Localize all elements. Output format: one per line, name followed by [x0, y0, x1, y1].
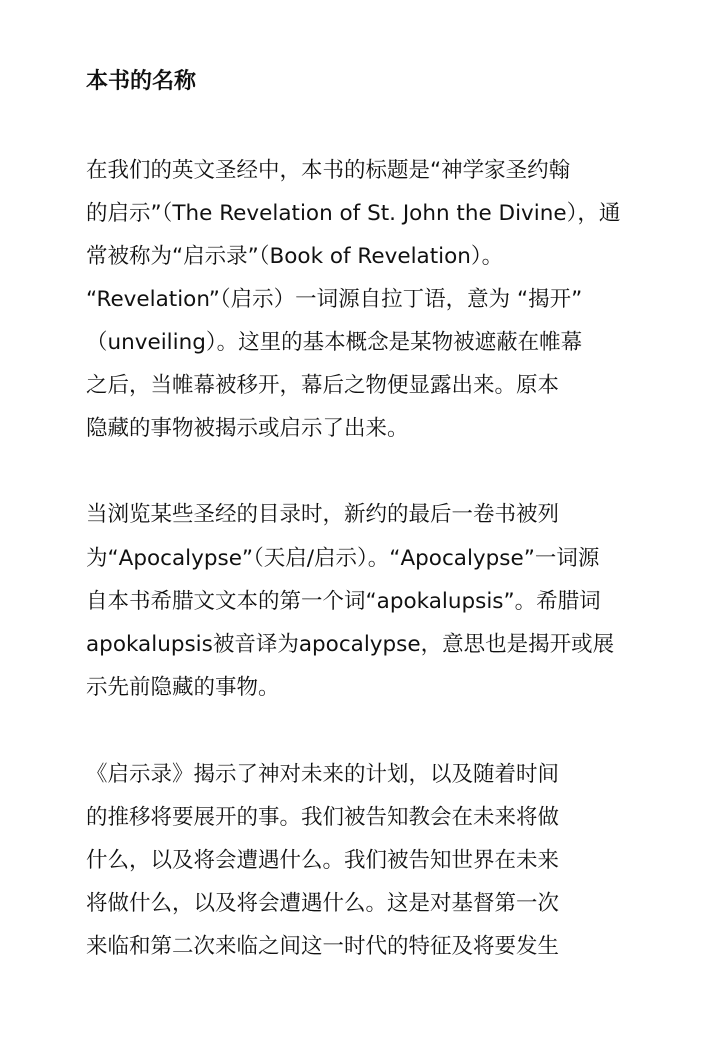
paragraph-2-line-4: apokalupsis被音译为apocalypse，意思也是揭开或展: [86, 632, 615, 657]
paragraph-1-line-1: 在我们的英文圣经中，本书的标题是“神学家圣约翰: [86, 158, 571, 183]
paragraph-2-line-1: 当浏览某些圣经的目录时，新约的最后一卷书被列: [86, 502, 560, 527]
paragraph-1-line-2: 的启示”（The Revelation of St. John the Divine），通: [86, 201, 621, 226]
section-heading: 本书的名称: [86, 69, 197, 94]
paragraph-1-line-5: （unveiling）。这里的基本概念是某物被遮蔽在帷幕: [86, 330, 583, 355]
paragraph-2-line-5: 示先前隐藏的事物。: [86, 675, 280, 700]
paragraph-2-line-3: 自本书希腊文文本的第一个词“apokalupsis”。希腊词: [86, 589, 601, 614]
paragraph-3-line-5: 来临和第二次来临之间这一时代的特征及将要发生: [86, 934, 560, 959]
paragraph-3-line-1: 《启示录》揭示了神对未来的计划，以及随着时间: [86, 762, 560, 787]
paragraph-1-line-6: 之后，当帷幕被移开，幕后之物便显露出来。原本: [86, 373, 560, 398]
paragraph-1-line-3: 常被称为“启示录”（Book of Revelation）。: [86, 244, 504, 269]
paragraph-3-line-2: 的推移将要展开的事。我们被告知教会在未来将做: [86, 805, 560, 830]
paragraph-1-line-7: 隐藏的事物被揭示或启示了出来。: [86, 416, 409, 441]
paragraph-1-line-4: “Revelation”（启示）一词源自拉丁语，意为 “揭开”: [86, 287, 583, 312]
paragraph-3-line-4: 将做什么，以及将会遭遇什么。这是对基督第一次: [86, 891, 560, 916]
paragraph-2-line-2: 为“Apocalypse”（天启/启示）。“Apocalypse”一词源: [86, 546, 600, 571]
paragraph-3-line-3: 什么，以及将会遭遇什么。我们被告知世界在未来: [86, 848, 560, 873]
